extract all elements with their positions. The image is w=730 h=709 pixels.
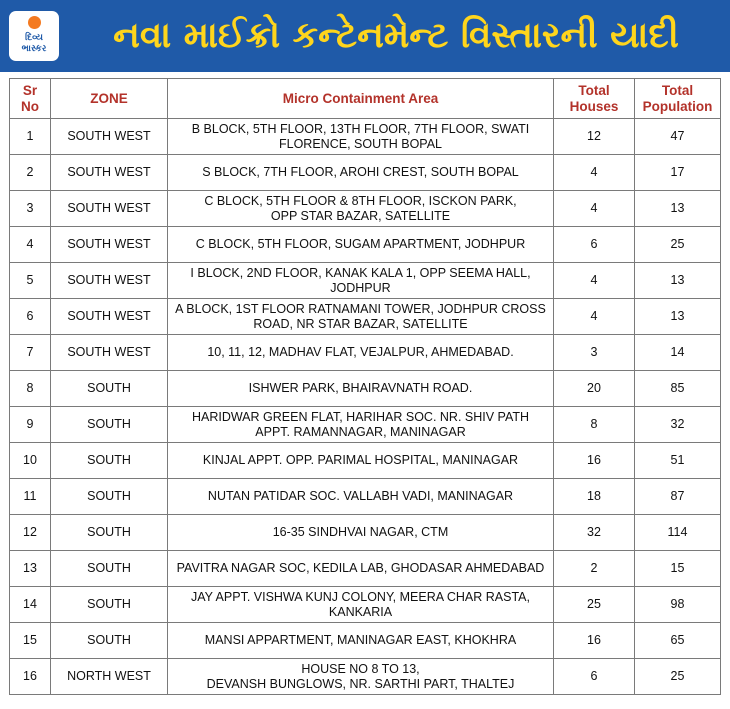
area-line: C BLOCK, 5TH FLOOR & 8TH FLOOR, ISCKON PARK, [204, 193, 517, 208]
population-cell: 13 [635, 263, 721, 299]
area-cell [168, 155, 554, 191]
zone-cell: SOUTH [51, 371, 168, 407]
houses-cell: 16 [554, 623, 635, 659]
houses-cell: 3 [554, 335, 635, 371]
houses-cell: 20 [554, 371, 635, 407]
houses-cell: 16 [554, 443, 635, 479]
table-row [10, 587, 721, 623]
area-cell [168, 299, 554, 335]
houses-cell: 4 [554, 191, 635, 227]
area-line: NUTAN PATIDAR SOC. VALLABH VADI, MANINAGAR [207, 489, 514, 503]
sr-cell: 13 [10, 551, 51, 587]
area-line: PAVITRA NAGAR SOC, KEDILA LAB, GHODASAR AHMEDABAD [176, 561, 545, 575]
population-cell: 47 [635, 119, 721, 155]
population-cell: 98 [635, 587, 721, 623]
sr-cell: 15 [10, 623, 51, 659]
table-row [10, 119, 721, 155]
sr-cell: 11 [10, 479, 51, 515]
houses-cell: 12 [554, 119, 635, 155]
population-cell: 114 [635, 515, 721, 551]
table-row [10, 191, 721, 227]
population-cell: 17 [635, 155, 721, 191]
sr-cell: 1 [10, 119, 51, 155]
containment-table [9, 78, 721, 695]
zone-cell: SOUTH WEST [51, 155, 168, 191]
header-total-houses: Total Houses [554, 79, 635, 119]
area-line: B BLOCK, 5TH FLOOR, 13TH FLOOR, 7TH FLOOR, SWATI [191, 121, 530, 136]
houses-cell: 4 [554, 299, 635, 335]
table-row [10, 155, 721, 191]
population-cell: 14 [635, 335, 721, 371]
area-cell [168, 551, 554, 587]
population-cell: 13 [635, 299, 721, 335]
sr-cell: 10 [10, 443, 51, 479]
area-cell [168, 587, 554, 623]
sr-cell: 4 [10, 227, 51, 263]
zone-cell: SOUTH [51, 479, 168, 515]
houses-cell: 32 [554, 515, 635, 551]
area-line: DEVANSH BUNGLOWS, NR. SARTHI PART, THALTEJ [206, 676, 515, 691]
table-panel [0, 72, 730, 709]
header-area: Micro Containment Area [168, 79, 554, 119]
zone-cell: SOUTH WEST [51, 227, 168, 263]
area-cell [168, 443, 554, 479]
zone-cell: SOUTH WEST [51, 191, 168, 227]
header-total-population: Total Population [635, 79, 721, 119]
area-cell [168, 371, 554, 407]
table-row [10, 299, 721, 335]
sr-cell: 12 [10, 515, 51, 551]
table-row [10, 443, 721, 479]
area-line: JAY APPT. VISHWA KUNJ COLONY, MEERA CHAR RASTA, [191, 589, 530, 604]
area-line: MANSI APPARTMENT, MANINAGAR EAST, KHOKHRA [204, 633, 517, 647]
area-line: I BLOCK, 2ND FLOOR, KANAK KALA 1, OPP SEEMA HALL, [190, 265, 531, 280]
area-line: S BLOCK, 7TH FLOOR, AROHI CREST, SOUTH BOPAL [202, 165, 519, 179]
zone-cell: SOUTH WEST [51, 119, 168, 155]
table-header-row [10, 79, 721, 119]
zone-cell: SOUTH [51, 587, 168, 623]
houses-cell: 8 [554, 407, 635, 443]
area-cell [168, 479, 554, 515]
area-cell [168, 227, 554, 263]
sr-cell: 3 [10, 191, 51, 227]
header-banner [0, 0, 730, 72]
zone-cell: SOUTH [51, 515, 168, 551]
area-line: ROAD, NR STAR BAZAR, SATELLITE [253, 316, 468, 331]
population-cell: 51 [635, 443, 721, 479]
header-sr-no: Sr No [10, 79, 51, 119]
sr-cell: 8 [10, 371, 51, 407]
sr-cell: 16 [10, 659, 51, 695]
zone-cell: SOUTH [51, 551, 168, 587]
zone-cell: SOUTH WEST [51, 263, 168, 299]
area-line: 16-35 SINDHVAI NAGAR, CTM [272, 525, 449, 539]
population-cell: 87 [635, 479, 721, 515]
zone-cell: NORTH WEST [51, 659, 168, 695]
sun-logo-icon [28, 16, 41, 29]
sr-cell: 14 [10, 587, 51, 623]
area-cell [168, 335, 554, 371]
sr-cell: 6 [10, 299, 51, 335]
population-cell: 25 [635, 659, 721, 695]
logo-text-line1: દિવ્ય [25, 32, 43, 42]
area-line: C BLOCK, 5TH FLOOR, SUGAM APARTMENT, JODHPUR [195, 237, 526, 251]
zone-cell: SOUTH [51, 623, 168, 659]
area-cell [168, 191, 554, 227]
houses-cell: 6 [554, 227, 635, 263]
area-cell [168, 515, 554, 551]
houses-cell: 6 [554, 659, 635, 695]
table-row [10, 515, 721, 551]
area-line: HARIDWAR GREEN FLAT, HARIHAR SOC. NR. SHIV PATH [191, 409, 530, 424]
population-cell: 25 [635, 227, 721, 263]
area-line: KANKARIA [328, 604, 393, 619]
population-cell: 15 [635, 551, 721, 587]
zone-cell: SOUTH [51, 443, 168, 479]
area-line: FLORENCE, SOUTH BOPAL [279, 136, 442, 151]
logo-text-line2: ભાસ્કર [21, 43, 47, 53]
population-cell: 32 [635, 407, 721, 443]
houses-cell: 4 [554, 263, 635, 299]
page-title: નવા માઈક્રો કન્ટેનમેન્ટ વિસ્તારની યાદી [113, 15, 679, 56]
houses-cell: 2 [554, 551, 635, 587]
population-cell: 85 [635, 371, 721, 407]
sr-cell: 7 [10, 335, 51, 371]
area-cell [168, 659, 554, 695]
table-row [10, 335, 721, 371]
sr-cell: 5 [10, 263, 51, 299]
sr-cell: 2 [10, 155, 51, 191]
table-row [10, 623, 721, 659]
area-line: KINJAL APPT. OPP. PARIMAL HOSPITAL, MANINAGAR [202, 453, 519, 467]
zone-cell: SOUTH [51, 407, 168, 443]
area-line: A BLOCK, 1ST FLOOR RATNAMANI TOWER, JODHPUR CROSS [175, 301, 546, 316]
area-line: HOUSE NO 8 TO 13, [301, 661, 420, 676]
header-zone: ZONE [51, 79, 168, 119]
area-line: ISHWER PARK, BHAIRAVNATH ROAD. [248, 381, 473, 395]
area-cell [168, 623, 554, 659]
area-line: JODHPUR [330, 280, 391, 295]
table-row [10, 407, 721, 443]
zone-cell: SOUTH WEST [51, 335, 168, 371]
divya-bhaskar-logo [9, 11, 59, 61]
table-row [10, 551, 721, 587]
sr-cell: 9 [10, 407, 51, 443]
area-line: 10, 11, 12, MADHAV FLAT, VEJALPUR, AHMEDABAD. [207, 345, 514, 359]
houses-cell: 4 [554, 155, 635, 191]
population-cell: 65 [635, 623, 721, 659]
houses-cell: 18 [554, 479, 635, 515]
table-row [10, 227, 721, 263]
houses-cell: 25 [554, 587, 635, 623]
table-row [10, 479, 721, 515]
table-row [10, 371, 721, 407]
population-cell: 13 [635, 191, 721, 227]
table-row [10, 659, 721, 695]
area-cell [168, 407, 554, 443]
area-line: OPP STAR BAZAR, SATELLITE [270, 208, 451, 223]
area-line: APPT. RAMANNAGAR, MANINAGAR [255, 424, 466, 439]
area-cell [168, 263, 554, 299]
zone-cell: SOUTH WEST [51, 299, 168, 335]
table-body [10, 119, 721, 695]
table-row [10, 263, 721, 299]
area-cell [168, 119, 554, 155]
